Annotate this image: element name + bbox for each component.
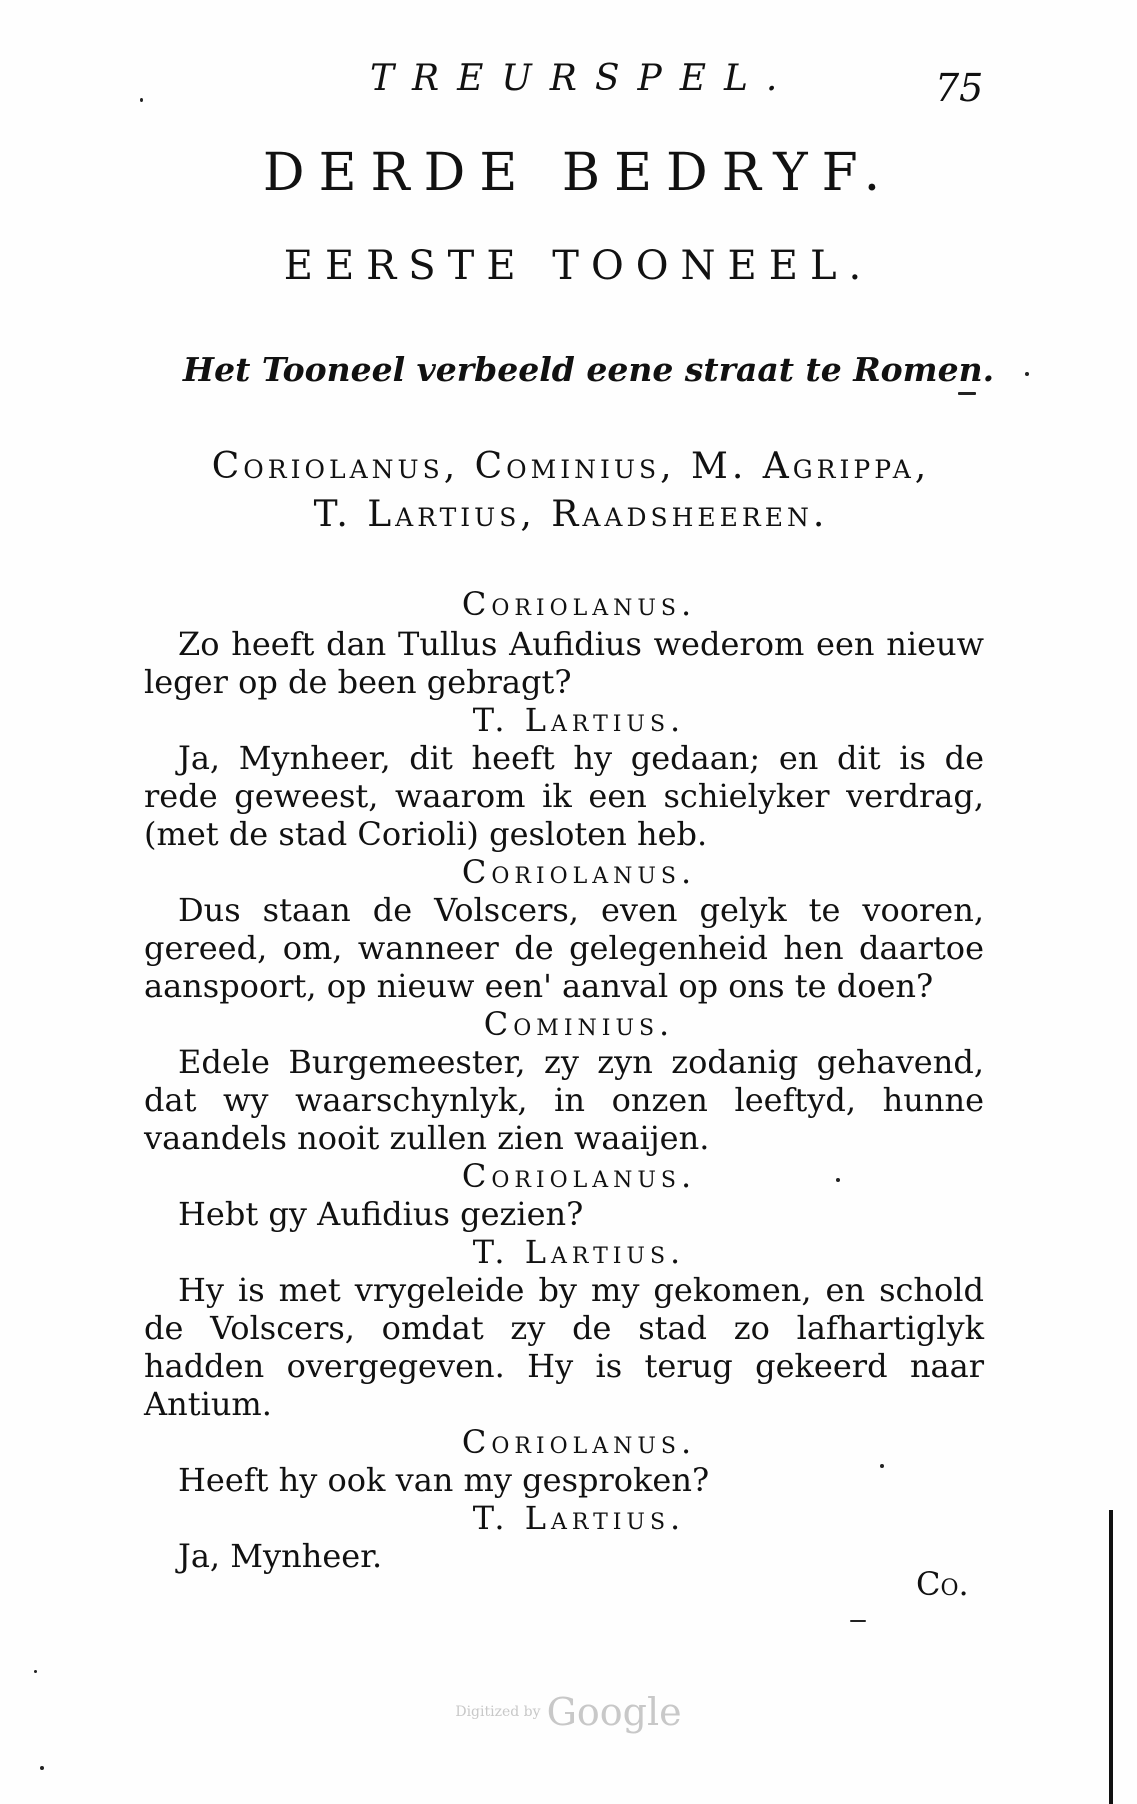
speech: Ja, Mynheer, dit heeft hy gedaan; en dit is de rede geweest, waarom ik een schielyker verdrag, (met de stad Corioli) gesloten heb.	[144, 739, 984, 853]
dialogue	[144, 585, 984, 1575]
page-number: 75	[935, 66, 984, 110]
speaker-name: Coriolanus.	[461, 1157, 697, 1195]
cast-list	[146, 443, 996, 539]
cast-line: Coriolanus, Cominius, M. Agrippa,	[211, 446, 931, 487]
scene-title: EERSTE TOONEEL.	[283, 243, 874, 289]
speaker-name: Cominius.	[483, 1005, 675, 1043]
act-title: DERDE BEDRYF.	[262, 143, 895, 203]
speaker-name: Coriolanus.	[461, 585, 697, 623]
print-speck	[34, 1670, 37, 1673]
speech: Ja, Mynheer.	[178, 1537, 383, 1575]
speaker-name: Coriolanus.	[461, 853, 697, 891]
speaker-name: T. Lartius.	[472, 1233, 686, 1271]
speech: Hebt gy Aufidius gezien?	[178, 1195, 584, 1233]
speech: Heeft hy ook van my gesproken?	[178, 1461, 710, 1499]
speaker-name: T. Lartius.	[472, 1499, 686, 1537]
scene-setting: Het Tooneel verbeeld eene straat te Romen.	[182, 350, 995, 389]
print-speck	[850, 1620, 866, 1622]
print-speck	[40, 1766, 44, 1770]
speech: Zo heeft dan Tullus Aufidius wederom een nieuw leger op de been gebragt?	[144, 625, 984, 701]
watermark-brand: Google	[546, 1690, 682, 1734]
running-title: TREURSPEL.	[370, 58, 796, 99]
speaker-name: T. Lartius.	[472, 701, 686, 739]
catchword: Co.	[916, 1565, 969, 1603]
speech: Hy is met vrygeleide by my gekomen, en schold de Volscers, omdat zy de stad zo lafhartiglyk hadden overgegeven. Hy is terug gekeerd naar Antium.	[144, 1271, 984, 1423]
print-speck	[958, 392, 976, 395]
speech: Dus staan de Volscers, even gelyk te vooren, gereed, om, wanneer de gelegenheid hen daartoe aanspoort, op nieuw een' aanval op ons te doen?	[144, 891, 984, 1005]
print-speck	[140, 98, 143, 102]
print-speck	[836, 1178, 840, 1182]
watermark-prefix: Digitized by	[455, 1704, 541, 1720]
print-speck	[880, 1464, 884, 1468]
digitization-watermark	[0, 1690, 1137, 1734]
speaker-name: Coriolanus.	[461, 1423, 697, 1461]
speech: Edele Burgemeester, zy zyn zodanig gehavend, dat wy waarschynlyk, in onzen leeftyd, hunne vaandels nooit zullen zien waaijen.	[144, 1043, 984, 1157]
page-edge-shadow	[1109, 1510, 1113, 1804]
cast-line: T. Lartius, Raadsheeren.	[313, 494, 829, 535]
print-speck	[1025, 372, 1029, 376]
